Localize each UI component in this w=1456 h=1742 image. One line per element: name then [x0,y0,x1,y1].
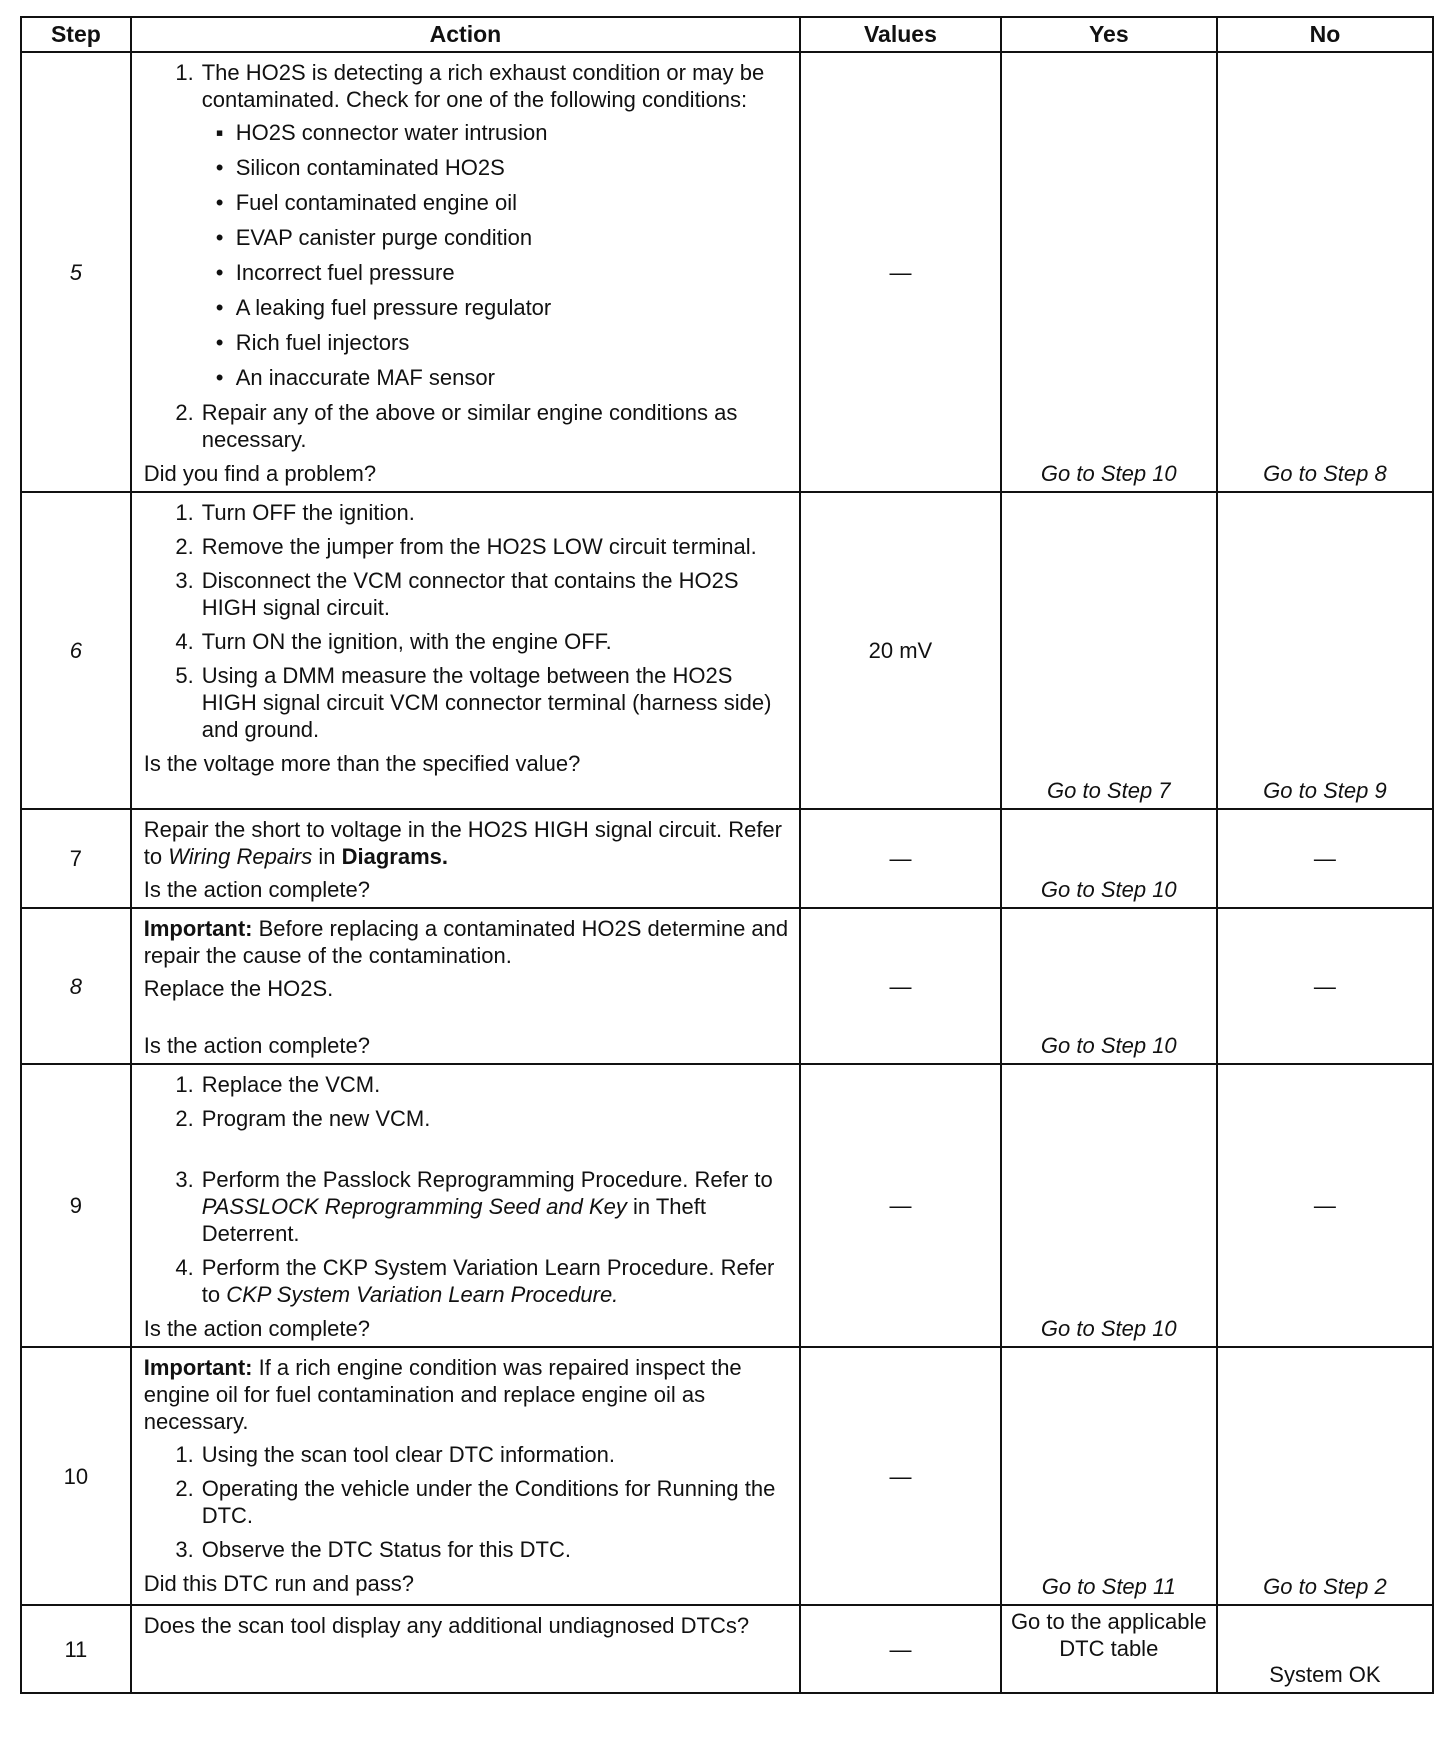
header-action: Action [131,17,800,52]
bullet-item: • An inaccurate MAF sensor [215,365,495,390]
action-item: 4. Turn ON the ignition, with the engine OFF. [175,629,612,654]
value-cell: — [800,1347,1001,1605]
table-row-step-8 [21,908,1433,1064]
question-text: Did this DTC run and pass? [143,1571,414,1596]
action-item: 4. Perform the CKP System Variation Learn Procedure. Refer to CKP System Variation Learn Procedure. [175,1255,775,1307]
no-cell: — [1217,1064,1433,1347]
value-cell: 20 mV [800,492,1001,809]
action-text: Replace the HO2S. [143,976,334,1001]
table-row-step-11 [21,1605,1433,1693]
action-item: 3. Perform the Passlock Reprogramming Procedure. Refer to PASSLOCK Reprogramming Seed and Key in Theft Deterrent. [175,1167,773,1246]
step-number: 10 [21,1347,131,1605]
step-number: 8 [21,908,131,1064]
table-row-step-6 [21,492,1433,809]
diagnostic-table [20,16,1434,1694]
no-cell: Go to Step 8 [1217,52,1433,492]
yes-cell: Go to Step 11 [1001,1347,1217,1605]
no-cell: Go to Step 9 [1217,492,1433,809]
question-text: Does the scan tool display any additional undiagnosed DTCs? [143,1613,750,1638]
yes-cell: Go to Step 7 [1001,492,1217,809]
action-cell [131,1605,800,1693]
bullet-item: ▪ HO2S connector water intrusion [215,120,548,145]
action-cell [131,1064,800,1347]
action-item: 2. Repair any of the above or similar engine conditions as necessary. [175,400,738,452]
header-values: Values [800,17,1001,52]
yes-cell: Go to Step 10 [1001,809,1217,908]
important-note: Important: Before replacing a contaminated HO2S determine and repair the cause of the contamination. [143,916,789,968]
bullet-item: • Incorrect fuel pressure [215,260,455,285]
step-number: 7 [21,809,131,908]
no-cell: System OK [1217,1605,1433,1693]
yes-cell: Go to Step 10 [1001,1064,1217,1347]
bullet-item: • A leaking fuel pressure regulator [215,295,552,320]
action-item: 3. Observe the DTC Status for this DTC. [175,1537,571,1562]
value-cell: — [800,1605,1001,1693]
action-cell [131,809,800,908]
action-cell [131,492,800,809]
action-item: 1. The HO2S is detecting a rich exhaust condition or may be contaminated. Check for one of the following conditions: ▪ HO2S connector water intrusion • Silicon contaminated HO2S • Fuel contaminated engine oil • EVAP canister purge condition • Incorrect fuel pressure • A leaking fuel pressure regulator • Rich fuel injectors • An inaccurate MAF sensor [144,59,789,391]
step-number: 5 [21,52,131,492]
no-cell: Go to Step 2 [1217,1347,1433,1605]
action-cell [131,52,800,492]
question-text: Is the action complete? [143,1033,370,1058]
bullet-item: • Silicon contaminated HO2S [215,155,505,180]
action-item: 1. Turn OFF the ignition. [175,500,415,525]
header-step: Step [21,17,131,52]
step-number: 11 [21,1605,131,1693]
question-text: Is the voltage more than the specified value? [143,751,581,776]
value-cell: — [800,52,1001,492]
table-row-step-7 [21,809,1433,908]
no-cell: — [1217,809,1433,908]
bullet-item: • Fuel contaminated engine oil [215,190,518,215]
table-row-step-9 [21,1064,1433,1347]
table-row-step-5 [21,52,1433,492]
action-cell [131,1347,800,1605]
value-cell: — [800,908,1001,1064]
yes-cell: Go to Step 10 [1001,52,1217,492]
table-row-step-10 [21,1347,1433,1605]
no-cell: — [1217,908,1433,1064]
action-item: 1. Using the scan tool clear DTC information. [175,1442,616,1467]
question-text: Is the action complete? [143,877,370,902]
action-text: Repair the short to voltage in the HO2S HIGH signal circuit. Refer to Wiring Repairs in Diagrams. [143,817,782,869]
bullet-item: • Rich fuel injectors [215,330,410,355]
question-text: Did you find a problem? [143,461,377,486]
header-row [21,17,1433,52]
action-item: 2. Remove the jumper from the HO2S LOW circuit terminal. [175,534,757,559]
action-item: 2. Program the new VCM. [175,1106,431,1131]
step-number: 6 [21,492,131,809]
bullet-item: • EVAP canister purge condition [215,225,533,250]
action-cell [131,908,800,1064]
action-item: 3. Disconnect the VCM connector that contains the HO2S HIGH signal circuit. [175,568,739,620]
action-item: 5. Using a DMM measure the voltage between the HO2S HIGH signal circuit VCM connector terminal (harness side) and ground. [175,663,772,742]
yes-cell: Go to the applicable DTC table [1001,1605,1217,1693]
yes-cell: Go to Step 10 [1001,908,1217,1064]
action-item: 2. Operating the vehicle under the Conditions for Running the DTC. [175,1476,776,1528]
important-note: Important: If a rich engine condition was repaired inspect the engine oil for fuel contamination and replace engine oil as necessary. [143,1355,742,1434]
header-yes: Yes [1001,17,1217,52]
header-no: No [1217,17,1433,52]
step-number: 9 [21,1064,131,1347]
question-text: Is the action complete? [143,1316,370,1341]
action-item: 1. Replace the VCM. [175,1072,381,1097]
value-cell: — [800,1064,1001,1347]
value-cell: — [800,809,1001,908]
